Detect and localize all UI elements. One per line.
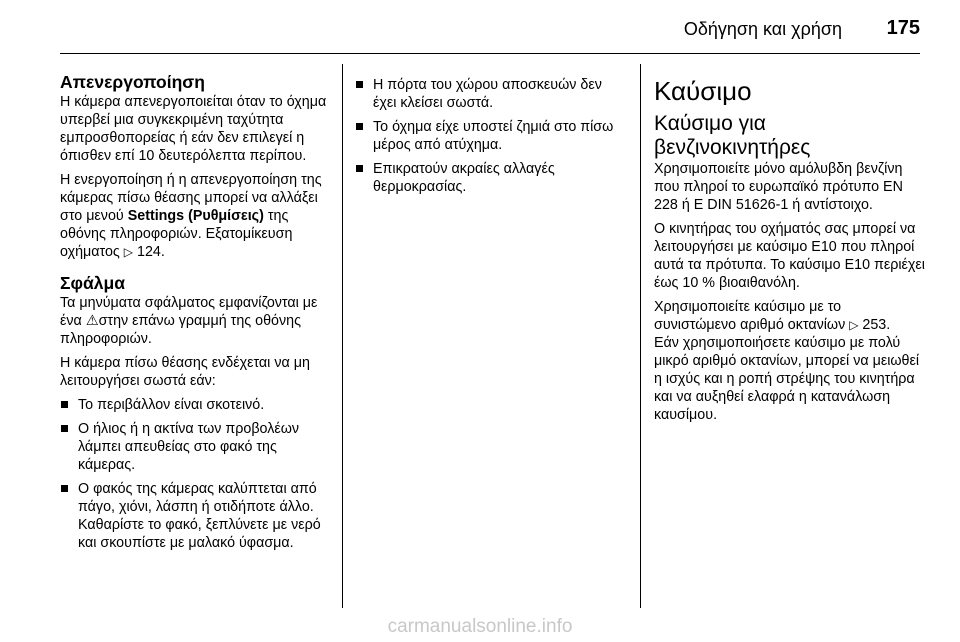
list-item: Επικρατούν ακραίες αλλαγές θερμοκρασίας. — [355, 160, 627, 196]
paragraph: Τα μηνύματα σφάλματος εμφανίζονται με ένα ⚠στην επάνω γραμμή της οθόνης πληροφοριών. — [60, 295, 318, 347]
bullet-icon — [61, 485, 68, 492]
list-item: Ο φακός της κάμερας καλύπτεται από πάγο, χιόνι, λάσπη ή οτιδήποτε άλλο. Καθαρίστε το φακό, ξεπλύνετε με νερό και σκουπίστε με μαλακό ύφασμα. — [60, 480, 332, 552]
paragraph: Χρησιμοποιείτε καύσιμο με το συνιστώμενο αριθμό οκτανίων ▷ 253. Εάν χρησιμοποιήσετε καύσιμο με πολύ μικρό αριθμό οκτανίων, μπορεί να μειωθεί η ισχύς και η ροπή στρέψης του κινητήρα και να αυξηθεί ελαφρά η κατανάλωση καυσίμου. — [654, 299, 920, 423]
section-title: Οδήγηση και χρήση — [683, 19, 842, 39]
paragraph: Χρησιμοποιείτε μόνο αμόλυβδη βενζίνη που πληροί το ευρωπαϊκό πρότυπο EN 228 ή E DIN 51626-1 ή αντίστοιχο. — [654, 161, 903, 213]
paragraph: Η κάμερα απενεργοποιείται όταν το όχημα υπερβεί μια συγκεκριμένη ταχύτητα εμπροσθοπορείας ή εάν δεν επιλεγεί η όπισθεν επί 10 δευτερόλεπτα περίπου. — [60, 94, 327, 164]
column-divider — [640, 64, 641, 608]
bullet-icon — [356, 123, 363, 130]
bullet-list — [355, 76, 627, 196]
paragraph: Ο κινητήρας του οχήματός σας μπορεί να λειτουργήσει με καύσιμο E10 που πληροί αυτά τα πρότυπα. Το καύσιμο E10 περιέχει έως 10 % βιοαιθανόλη. — [654, 221, 925, 291]
list-item: Η πόρτα του χώρου αποσκευών δεν έχει κλείσει σωστά. — [355, 76, 627, 112]
column-divider — [342, 64, 343, 608]
bullet-icon — [61, 401, 68, 408]
list-item: Ο ήλιος ή η ακτίνα των προβολέων λάμπει απευθείας στο φακό της κάμερας. — [60, 420, 332, 474]
page-reference-icon: ▷ — [123, 245, 134, 259]
column-left — [60, 60, 332, 558]
bullet-icon — [61, 425, 68, 432]
page-header — [0, 0, 960, 60]
bullet-icon — [356, 81, 363, 88]
column-middle — [355, 60, 627, 202]
heading-deactivation: Απενεργοποίηση — [60, 72, 205, 92]
paragraph: Η κάμερα πίσω θέασης ενδέχεται να μη λειτουργήσει σωστά εάν: — [60, 355, 310, 389]
bullet-icon — [356, 165, 363, 172]
heading-fuel: Καύσιμο — [654, 76, 752, 106]
settings-menu-label: Settings (Ρυθμίσεις) — [127, 208, 264, 224]
heading-fault: Σφάλμα — [60, 273, 125, 293]
page-number: 175 — [886, 17, 920, 39]
watermark: carmanualsonline.info — [387, 616, 573, 637]
list-item: Το όχημα είχε υποστεί ζημιά στο πίσω μέρος από ατύχημα. — [355, 118, 627, 154]
column-right — [654, 60, 926, 430]
heading-petrol-fuel: Καύσιμο για βενζινοκινητήρες — [654, 112, 811, 159]
warning-triangle-icon: ⚠ — [85, 313, 99, 329]
list-item: Το περιβάλλον είναι σκοτεινό. — [60, 396, 332, 414]
paragraph: Η ενεργοποίηση ή η απενεργοποίηση της κάμερας πίσω θέασης μπορεί να αλλάξει στο μενού Settings (Ρυθμίσεις) της οθόνης πληροφοριών. Εξατομίκευση οχήματος ▷ 124. — [60, 172, 322, 260]
page-reference-icon: ▷ — [849, 318, 859, 332]
bullet-list — [60, 396, 332, 552]
header-divider — [60, 53, 920, 54]
